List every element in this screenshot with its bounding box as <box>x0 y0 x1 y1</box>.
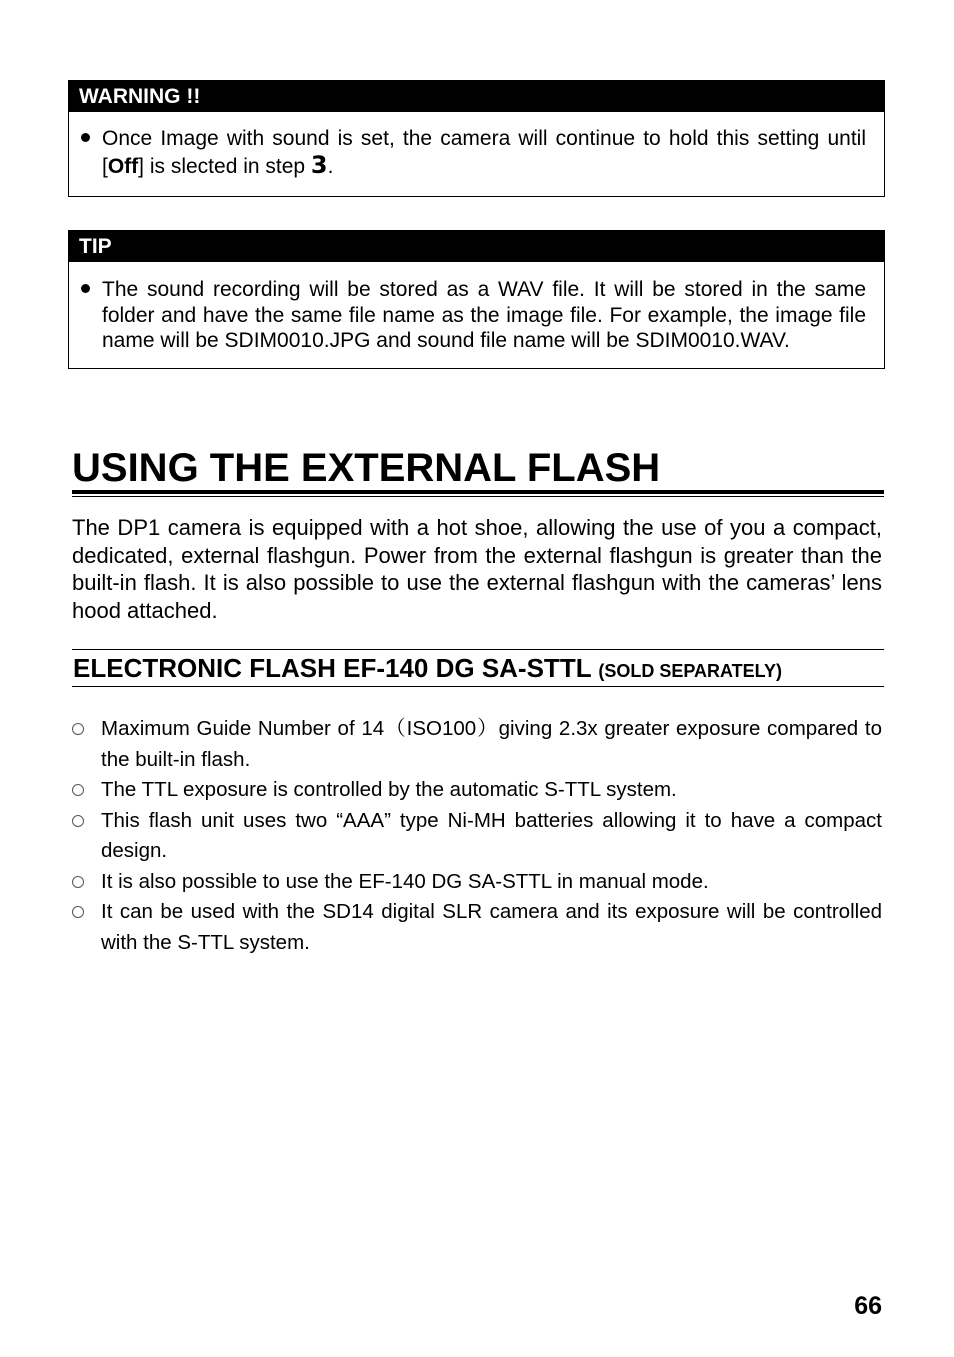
intro-paragraph: The DP1 camera is equipped with a hot shoe, allowing the use of you a compact, dedicated, external flashgun. Power from the external flashgun is greater than the built-in flash. It is also possible to use the external flashgun with the cameras’ lens hood attached. <box>72 515 882 623</box>
tip-box <box>68 230 885 369</box>
bullet-dot-icon <box>81 284 90 293</box>
subsection-title: ELECTRONIC FLASH EF-140 DG SA-STTL (SOLD SEPARATELY) <box>73 653 783 683</box>
title-rule-thick <box>72 490 884 494</box>
circle-bullet-icon <box>72 784 84 796</box>
step-number: 3 <box>310 151 328 179</box>
page-number: 66 <box>854 1292 882 1320</box>
subsection-rule-top <box>72 649 884 650</box>
list-item: The TTL exposure is controlled by the automatic S-TTL system. <box>72 775 882 806</box>
tip-text: The sound recording will be stored as a WAV file. It will be stored in the same folder and have the same file name as the image file. For example, the image file name will be SDIM0010.JPG and sound file name will be SDIM0010.WAV. <box>102 278 866 352</box>
off-setting-label: Off <box>107 155 139 178</box>
warning-text: Once Image with sound is set, the camera will continue to hold this setting until [Off] is slected in step 3. <box>102 127 866 179</box>
warning-body <box>69 112 884 196</box>
list-item: It is also possible to use the EF-140 DG SA-STTL in manual mode. <box>72 867 882 898</box>
warning-box <box>68 80 885 197</box>
circle-bullet-icon <box>72 723 84 735</box>
title-rule-thin <box>72 496 884 497</box>
circle-bullet-icon <box>72 876 84 888</box>
list-item: This flash unit uses two “AAA” type Ni-MH batteries allowing it to have a compact design. <box>72 806 882 867</box>
subsection-rule-bottom <box>72 686 884 687</box>
tip-body <box>69 262 884 368</box>
circle-bullet-icon <box>72 815 84 827</box>
warning-header: WARNING !! <box>69 81 884 112</box>
list-item: Maximum Guide Number of 14（ISO100）giving 2.3x greater exposure compared to the built-in flash. <box>72 714 882 775</box>
sold-separately-note: (SOLD SEPARATELY) <box>598 661 783 681</box>
list-item: It can be used with the SD14 digital SLR camera and its exposure will be controlled with the S-TTL system. <box>72 897 882 958</box>
section-title: USING THE EXTERNAL FLASH <box>72 446 661 490</box>
bullet-dot-icon <box>81 133 90 142</box>
feature-list <box>72 714 882 958</box>
tip-header: TIP <box>69 231 884 262</box>
circle-bullet-icon <box>72 906 84 918</box>
